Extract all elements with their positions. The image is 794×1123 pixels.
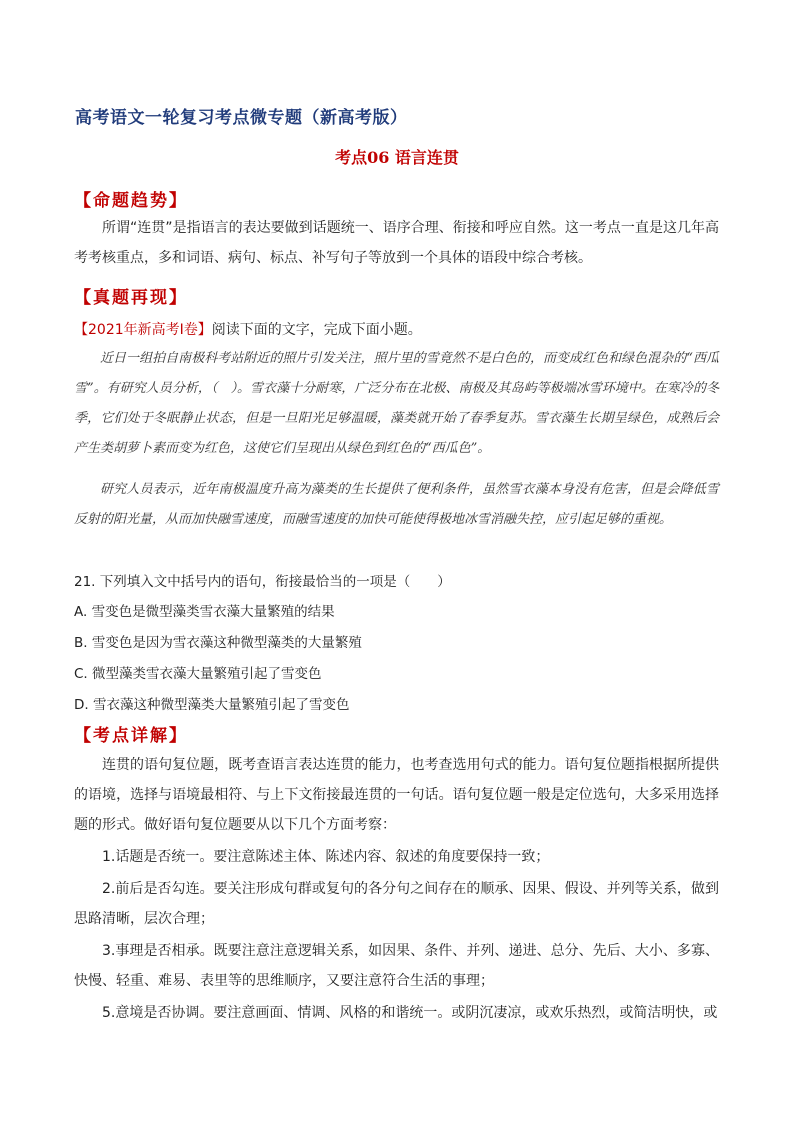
real-exam-heading: 【真题再现】 <box>74 288 188 308</box>
trend-paragraph: 所谓“连贯”是指语言的表达要做到话题统一、语序合理、衔接和呼应自然。这一考点一直是这几年高考考核重点，多和词语、病句、标点、补写句子等放到一个具体的语段中综合考核。 <box>74 220 719 266</box>
passage-paragraph-2: 研究人员表示，近年南极温度升高为藻类的生长提供了便利条件，虽然雪衣藻本身没有危害，但是会降低雪反射的阳光量，从而加快融雪速度，而融雪速度的加快可能使得极地冰雪消融失控，应引起足够的重视。 <box>74 482 719 527</box>
option-c: C. 微型藻类雪衣藻大量繁殖引起了雪变色 <box>74 666 322 682</box>
detail-point-2: 2.前后是否勾连。要关注形成句群或复句的各分句之间存在的顺承、因果、假设、并列等关系，做到思路清晰，层次合理； <box>74 881 719 927</box>
detail-heading: 【考点详解】 <box>74 726 188 746</box>
section-title: 考点06 语言连贯 <box>335 148 459 167</box>
passage-paragraph-1: 近日一组拍自南极科考站附近的照片引发关注，照片里的雪竟然不是白色的，而变成红色和绿色混杂的“西瓜雪”。有研究人员分析，（ ）。雪衣藻十分耐寒，广泛分布在北极、南极及其岛屿等极端冰雪环境中。在寒冷的冬季，它们处于冬眠静止状态，但是一旦阳光足够温暖，藻类就开始了春季复苏。雪衣藻生长期呈绿色，成熟后会产生类胡萝卜素而变为红色，这使它们呈现出从绿色到红色的“西瓜色”。 <box>74 351 719 456</box>
option-b: B. 雪变色是因为雪衣藻这种微型藻类的大量繁殖 <box>74 635 362 651</box>
exam-source-tag: 【2021年新高考Ⅰ卷】 <box>74 322 212 338</box>
detail-point-1: 1.话题是否统一。要注意陈述主体、陈述内容、叙述的角度要保持一致； <box>102 849 550 865</box>
option-a: A. 雪变色是微型藻类雪衣藻大量繁殖的结果 <box>74 604 335 620</box>
detail-point-3: 3.事理是否相承。既要注意注意逻辑关系，如因果、条件、并列、递进、总分、先后、大小、多寡、快慢、轻重、难易、表里等的思维顺序，又要注意符合生活的事理； <box>74 943 719 989</box>
question-21: 21. 下列填入文中括号内的语句，衔接最恰当的一项是（ ） <box>74 574 451 590</box>
detail-point-5: 5.意境是否协调。要注意画面、情调、风格的和谐统一。或阴沉凄凉，或欢乐热烈，或简洁明快，或 <box>102 1005 718 1021</box>
exam-source-text: 阅读下面的文字，完成下面小题。 <box>211 322 422 338</box>
option-d: D. 雪衣藻这种微型藻类大量繁殖引起了雪变色 <box>74 697 350 713</box>
detail-intro: 连贯的语句复位题，既考查语言表达连贯的能力，也考查选用句式的能力。语句复位题指根据所提供的语境，选择与语境最相符、与上下文衔接最连贯的一句话。语句复位题一般是定位选句，大多采用选择题的形式。做好语句复位题要从以下几个方面考察： <box>74 757 719 833</box>
exam-source-line <box>74 318 719 342</box>
trend-heading: 【命题趋势】 <box>74 191 188 211</box>
document-title: 高考语文一轮复习考点微专题（新高考版） <box>75 108 408 128</box>
